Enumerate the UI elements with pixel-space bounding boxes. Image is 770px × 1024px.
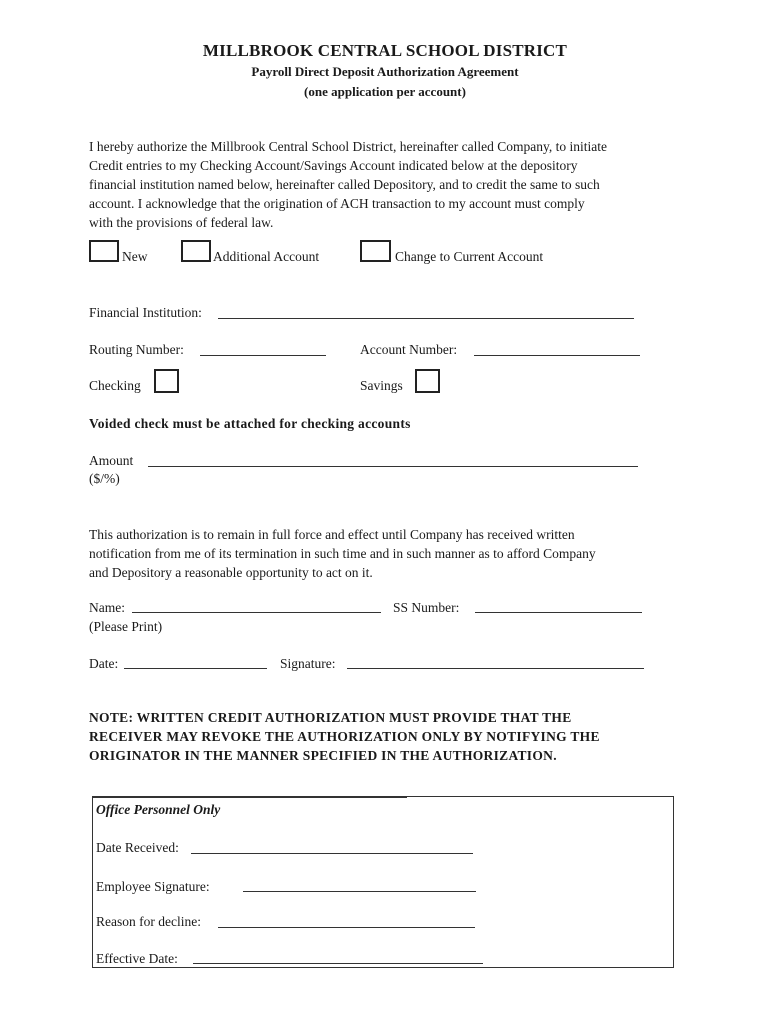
new-checkbox[interactable]	[89, 240, 119, 262]
new-label: New	[122, 249, 148, 264]
name-field[interactable]	[132, 612, 381, 613]
routing-number-label: Routing Number:	[89, 342, 184, 357]
intro-paragraph	[89, 137, 679, 232]
revocation-note	[89, 708, 689, 765]
intro-line: financial institution named below, hereinafter called Depository, and to credit the same to such	[89, 177, 600, 192]
note-line: NOTE: WRITTEN CREDIT AUTHORIZATION MUST PROVIDE THAT THE	[89, 710, 572, 725]
date-label: Date:	[89, 656, 119, 671]
ss-number-label: SS Number:	[393, 600, 460, 615]
form-title: MILLBROOK CENTRAL SCHOOL DISTRICT	[202, 41, 568, 60]
authorization-line: This authorization is to remain in full force and effect until Company has received written	[89, 527, 575, 542]
amount-field[interactable]	[148, 466, 638, 467]
savings-checkbox[interactable]	[415, 369, 440, 393]
note-line: ORIGINATOR IN THE MANNER SPECIFIED IN THE AUTHORIZATION.	[89, 748, 557, 763]
amount-label: Amount	[89, 453, 134, 468]
signature-field[interactable]	[347, 668, 644, 669]
office-heading: Office Personnel Only	[96, 802, 221, 817]
ss-number-field[interactable]	[475, 612, 642, 613]
intro-line: Credit entries to my Checking Account/Savings Account indicated below at the depository	[89, 158, 578, 173]
effective-date-field[interactable]	[193, 963, 483, 964]
reason-for-decline-label: Reason for decline:	[96, 914, 201, 929]
employee-signature-field[interactable]	[243, 891, 476, 892]
change-account-checkbox[interactable]	[360, 240, 391, 262]
intro-line: account. I acknowledge that the origination of ACH transaction to my account must comply	[89, 196, 585, 211]
account-number-field[interactable]	[474, 355, 640, 356]
form-subtitle: Payroll Direct Deposit Authorization Agreement	[251, 64, 519, 79]
financial-institution-label: Financial Institution:	[89, 305, 202, 320]
routing-number-field[interactable]	[200, 355, 326, 356]
intro-line: with the provisions of federal law.	[89, 215, 274, 230]
financial-institution-field[interactable]	[218, 318, 634, 319]
authorization-line: notification from me of its termination in such time and in such manner as to afford Company	[89, 546, 596, 561]
authorization-line: and Depository a reasonable opportunity to act on it.	[89, 565, 373, 580]
form-subtitle-note: (one application per account)	[304, 84, 466, 99]
checking-label: Checking	[89, 378, 141, 393]
date-received-label: Date Received:	[96, 840, 179, 855]
signature-label: Signature:	[280, 656, 336, 671]
additional-account-checkbox[interactable]	[181, 240, 211, 262]
additional-account-label: Additional Account	[213, 249, 320, 264]
checking-checkbox[interactable]	[154, 369, 179, 393]
voided-check-note: Voided check must be attached for checking accounts	[89, 416, 411, 431]
savings-label: Savings	[360, 378, 403, 393]
account-number-label: Account Number:	[360, 342, 458, 357]
employee-signature-label: Employee Signature:	[96, 879, 210, 894]
note-line: RECEIVER MAY REVOKE THE AUTHORIZATION ONLY BY NOTIFYING THE	[89, 729, 600, 744]
date-field[interactable]	[124, 668, 267, 669]
amount-unit-label: ($/%)	[89, 471, 120, 486]
please-print-label: (Please Print)	[89, 619, 163, 634]
reason-for-decline-field[interactable]	[218, 927, 475, 928]
office-box-top-rule	[92, 796, 407, 798]
name-label: Name:	[89, 600, 125, 615]
effective-date-label: Effective Date:	[96, 951, 178, 966]
date-received-field[interactable]	[191, 853, 473, 854]
intro-line: I hereby authorize the Millbrook Central School District, hereinafter called Company, to initiate	[89, 139, 607, 154]
authorization-paragraph	[89, 525, 679, 582]
change-account-label: Change to Current Account	[395, 249, 544, 264]
